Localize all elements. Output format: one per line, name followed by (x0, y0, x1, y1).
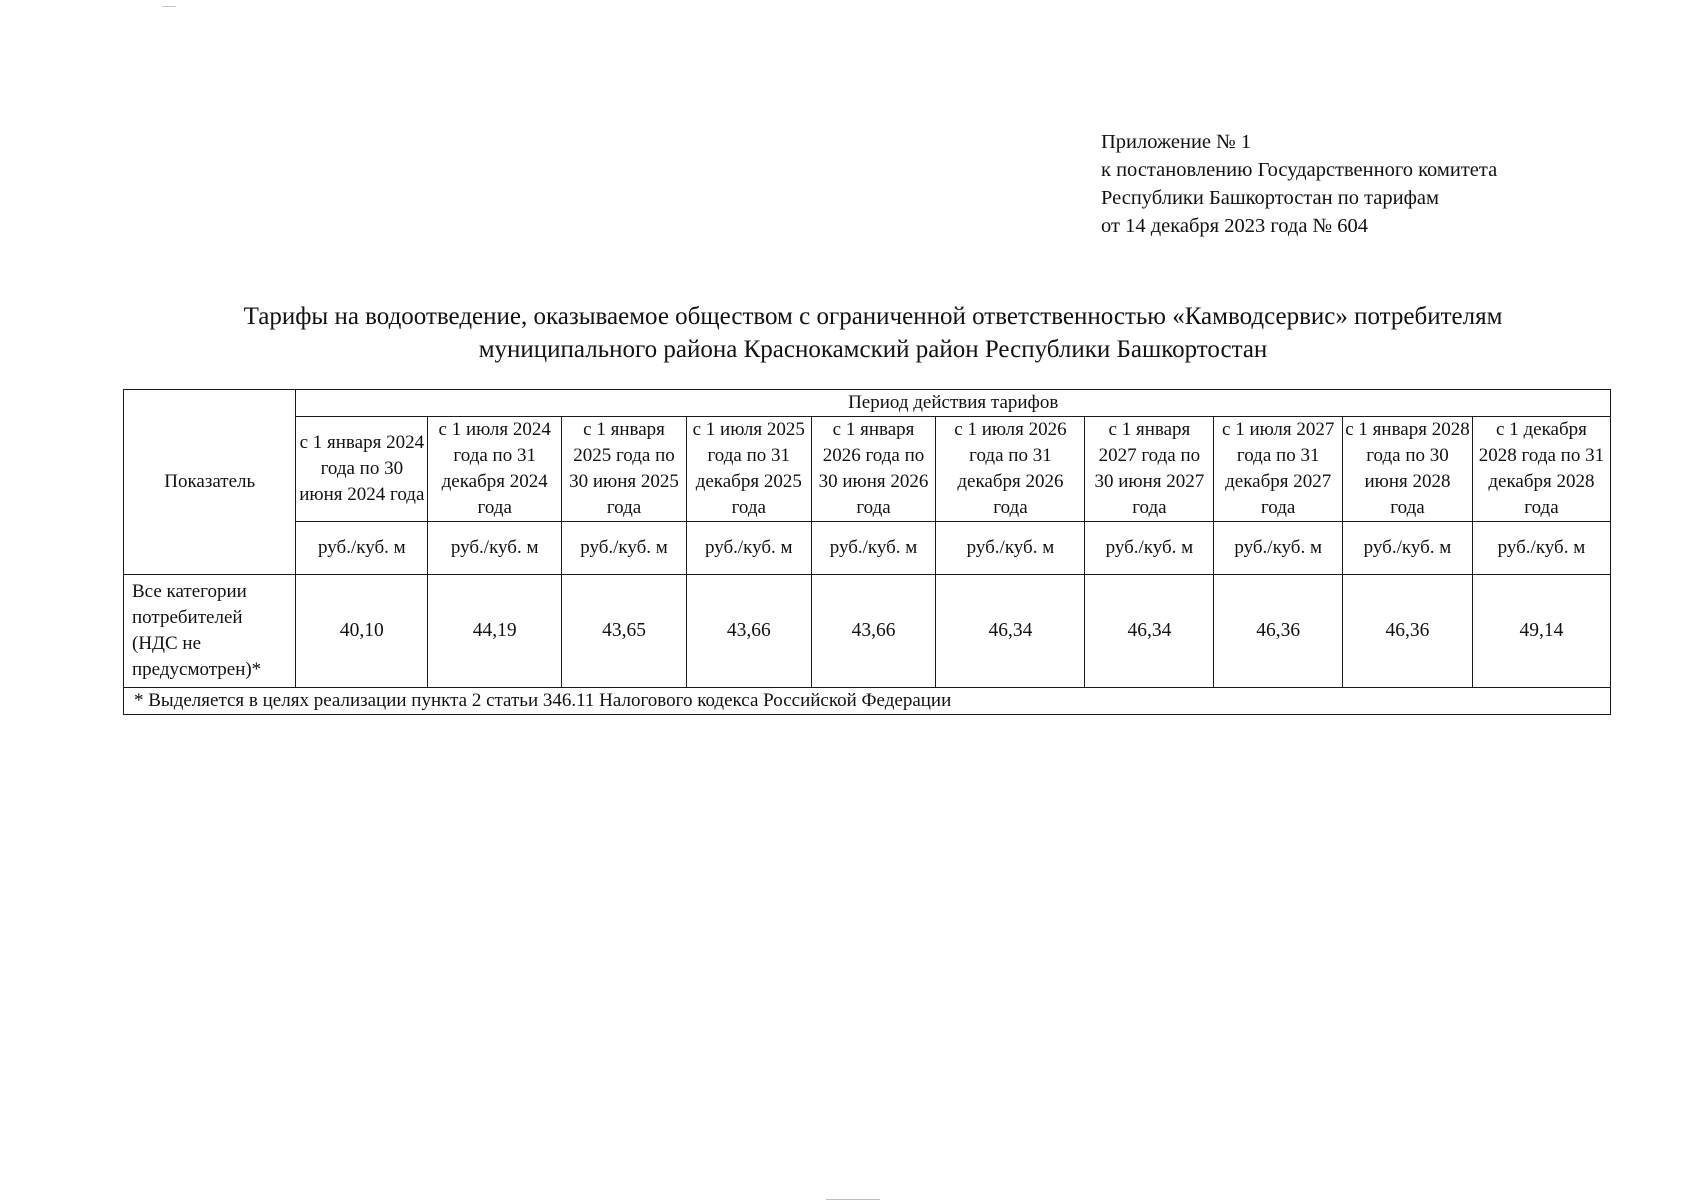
unit-cell: руб./куб. м (562, 522, 687, 575)
appendix-line: Приложение № 1 (1101, 131, 1252, 153)
unit-cell: руб./куб. м (1214, 522, 1343, 575)
tariff-value-cell: 49,14 (1472, 575, 1610, 688)
scan-artifact (162, 6, 176, 7)
tariff-value-cell: 43,66 (686, 575, 811, 688)
appendix-line: от 14 декабря 2023 года № 604 (1101, 215, 1368, 237)
unit-cell: руб./куб. м (1472, 522, 1610, 575)
unit-cell: руб./куб. м (811, 522, 936, 575)
tariff-value-cell: 46,34 (936, 575, 1085, 688)
title-line: Тарифы на водоотведение, оказываемое обществом с ограниченной ответственностью «Камводсервис» потребителям (243, 303, 1503, 330)
appendix-line: Республики Башкортостан по тарифам (1101, 187, 1439, 209)
indicator-header: Показатель (124, 390, 296, 575)
tariff-value-cell: 40,10 (296, 575, 428, 688)
period-date-cell: с 1 июля 2027 года по 31 декабря 2027 года (1214, 417, 1343, 522)
period-date-cell: с 1 января 2026 года по 30 июня 2026 года (811, 417, 936, 522)
period-date-cell: с 1 июля 2026 года по 31 декабря 2026 года (936, 417, 1085, 522)
units-row (124, 522, 1611, 575)
unit-cell: руб./куб. м (296, 522, 428, 575)
footnote: * Выделяется в целях реализации пункта 2 статьи 346.11 Налогового кодекса Российской Федерации (124, 688, 1611, 715)
period-date-cell: с 1 января 2027 года по 30 июня 2027 года (1085, 417, 1214, 522)
table-row (124, 575, 1611, 688)
unit-cell: руб./куб. м (1343, 522, 1473, 575)
period-dates-row (124, 417, 1611, 522)
tariff-value-cell: 43,65 (562, 575, 687, 688)
period-date-cell: с 1 июля 2024 года по 31 декабря 2024 года (428, 417, 562, 522)
period-header: Период действия тарифов (296, 390, 1611, 417)
tariff-value-cell: 44,19 (428, 575, 562, 688)
unit-cell: руб./куб. м (1085, 522, 1214, 575)
period-date-cell: с 1 декабря 2028 года по 31 декабря 2028 года (1472, 417, 1610, 522)
row-label: Все категории потребителей (НДС не предусмотрен)* (124, 575, 296, 688)
period-date-cell: с 1 января 2025 года по 30 июня 2025 года (562, 417, 687, 522)
appendix-line: к постановлению Государственного комитета (1101, 159, 1498, 181)
title-line: муниципального района Краснокамский район Республики Башкортостан (478, 336, 1268, 363)
tariff-value-cell: 46,36 (1343, 575, 1473, 688)
unit-cell: руб./куб. м (936, 522, 1085, 575)
tariff-value-cell: 46,36 (1214, 575, 1343, 688)
tariff-value-cell: 43,66 (811, 575, 936, 688)
unit-cell: руб./куб. м (686, 522, 811, 575)
appendix-note (1101, 128, 1497, 240)
unit-cell: руб./куб. м (428, 522, 562, 575)
period-date-cell: с 1 января 2028 года по 30 июня 2028 года (1343, 417, 1473, 522)
period-date-cell: с 1 июля 2025 года по 31 декабря 2025 года (686, 417, 811, 522)
document-title (120, 300, 1626, 366)
tariff-value-cell: 46,34 (1085, 575, 1214, 688)
tariff-table (123, 389, 1611, 715)
period-date-cell: с 1 января 2024 года по 30 июня 2024 года (296, 417, 428, 522)
